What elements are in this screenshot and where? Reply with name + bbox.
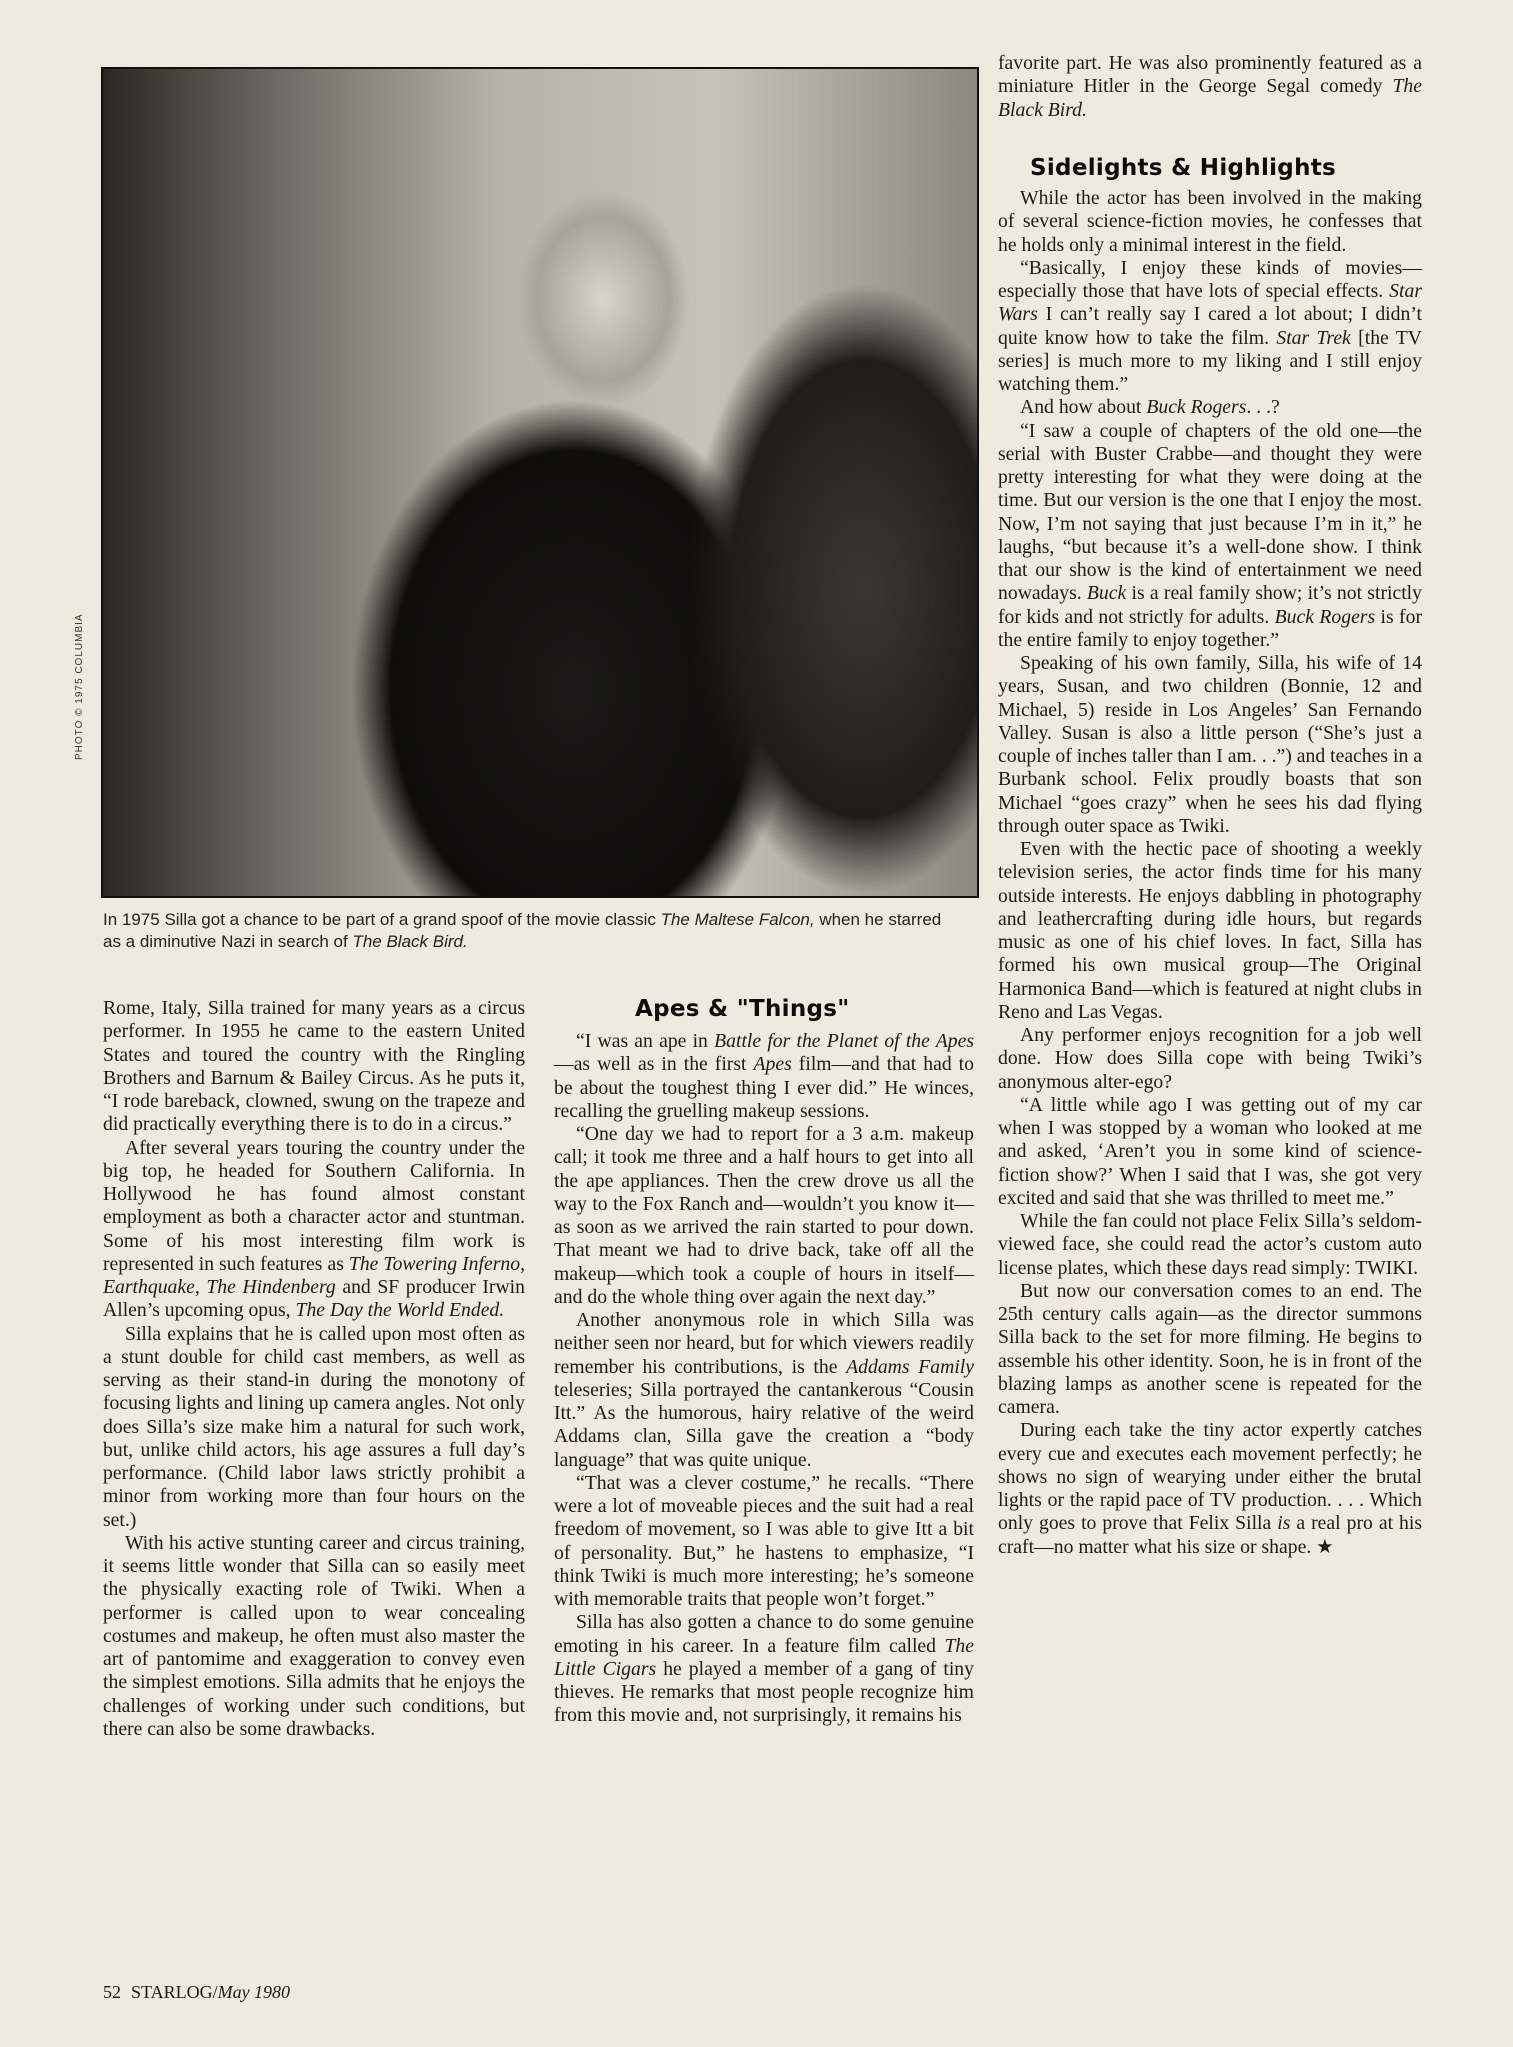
article-column-1: Rome, Italy, Silla trained for many years as a circus performer. In 1955 he came to the eastern United States and toured the country with the Ringling Brothers and Barnum & Bailey Circus. As he puts it, “I rode bareback, clowned, swung on the trapeze and did practically everything there is to do in a circus.” After several years touring the country under the big top, he headed for Southern California. In Hollywood he has found almost constant employment as both a character actor and stuntman. Some of his most interesting film work is represented in such features as The Towering Inferno, Earthquake, The Hindenberg and SF producer Irwin Allen’s upcoming opus, The Day the World Ended. Silla explains that he is called upon most often as a stunt double for child cast members, as well as serving as their stand-in during the monotony of focusing lights and lining up camera angles. Not only does Silla’s size make him a natural for such work, but, unlike child actors, his age assures a full day’s performance. (Child labor laws strictly prohibit a minor from working more than four hours on the set.) With his active stunting career and circus training, it seems little wonder that Silla can so easily meet the physically exacting role of Twiki. When a performer is called upon to wear concealing costumes and makeup, he often must also master the art of pantomime and exaggeration to convey even the simplest emotions. Silla admits that he enjoys the challenges of working under such conditions, but there can also be some drawbacks. [103,997,525,1740]
photo-credit: PHOTO © 1975 COLUMBIA [74,613,85,760]
issue-date: May 1980 [217,1982,291,2002]
article-column-2: “I was an ape in Battle for the Planet of the Apes—as well as in the first Apes film—and that had to be about the toughest thing I ever did.” He winces, recalling the gruelling makeup sessions. “One day we had to report for a 3 a.m. makeup call; it took me three and a half hours to get into all the ape appliances. Then the crew drove us all the way to the Fox Ranch and—wouldn’t you know it—as soon as we arrived the rain started to pour down. That meant we had to drive back, take off all the makeup—which took a couple of hours in itself—and do the whole thing over again the next day.” Another anonymous role in which Silla was neither seen nor heard, but for which viewers readily remember his contributions, is the Addams Family teleseries; Silla portrayed the cantankerous “Cousin Itt.” As the humorous, hairy relative of the weird Addams clan, Silla gave the creation a “body language” that was quite unique. “That was a clever costume,” he recalls. “There were a lot of moveable pieces and the suit had a real freedom of movement, so I was able to give Itt a bit of personality. But,” he hastens to emphasize, “I think Twiki is much more interesting; he’s someone with memorable traits that people won’t forget.” Silla has also gotten a chance to do some genuine emoting in his career. In a feature film called The Little Cigars he played a member of a gang of tiny thieves. He remarks that most people recognize him from this movie and, not surprisingly, it remains his [554,1030,974,1727]
page-footer [103,1982,290,2003]
article-column-3: favorite part. He was also prominently featured as a miniature Hitler in the George Segal comedy The Black Bird. [998,52,1422,121]
subheading-sidelights: Sidelights & Highlights [1030,155,1337,181]
subheading-apes-things: Apes & "Things" [635,996,850,1022]
magazine-name: STARLOG/ [131,1982,218,2002]
film-still-photo [101,67,979,898]
photo-caption: In 1975 Silla got a chance to be part of a grand spoof of the movie classic The Maltese Falcon, when he starred as a diminutive Nazi in search of The Black Bird. [103,910,942,951]
page-number: 52 [103,1982,121,2002]
article-column-3-continued: While the actor has been involved in the making of several science-fiction movies, he confesses that he holds only a minimal interest in the field. “Basically, I enjoy these kinds of movies—especially those that have lots of special effects. Star Wars I can’t really say I cared a lot about; I didn’t quite know how to take the film. Star Trek [the TV series] is much more to my liking and I still enjoy watching them.” And how about Buck Rogers. . .? “I saw a couple of chapters of the old one—the serial with Buster Crabbe—and thought they were pretty interesting for what they were doing at the time. But our version is the one that I enjoy the most. Now, I’m not saying that just because I’m in it,” he laughs, “but because it’s a well-done show. I think that our show is the kind of entertainment we need nowadays. Buck is a real family show; it’s not strictly for kids and not strictly for adults. Buck Rogers is for the entire family to enjoy together.” Speaking of his own family, Silla, his wife of 14 years, Susan, and two children (Bonnie, 12 and Michael, 5) reside in Los Angeles’ San Fernando Valley. Susan is also a little person (“She’s just a couple of inches taller than I am. . .”) and teaches in a Burbank school. Felix proudly boasts that son Michael “goes crazy” when he sees his dad flying through outer space as Twiki. Even with the hectic pace of shooting a weekly television series, the actor finds time for his many outside interests. He enjoys dabbling in photography and leathercrafting during idle hours, but regards music as one of his chief loves. In fact, Silla has formed his own musical group—The Original Harmonica Band—which is featured at night clubs in Reno and Las Vegas. Any performer enjoys recognition for a job well done. How does Silla cope with being Twiki’s anonymous alter-ego? “A little while ago I was getting out of my car when I was stopped by a woman who looked at me and asked, ‘Aren’t you in some kind of science-fiction show?’ When I said that I was, she got very excited and said that she was thrilled to meet me.” While the fan could not place Felix Silla’s seldom-viewed face, she could read the actor’s custom auto license plates, which these days read simply: TWIKI. But now our conversation comes to an end. The 25th century calls again—as the director summons Silla back to the set for more filming. He begins to assemble his other identity. Soon, he is in front of the blazing lamps as another scene is repeated for the camera. During each take the tiny actor expertly catches every cue and executes each movement perfectly; he shows no sign of wearying under either the brutal lights or the rapid pace of TV production. . . . Which only goes to prove that Felix Silla is a real pro at his craft—no matter what his size or shape. ★ [998,187,1423,1558]
